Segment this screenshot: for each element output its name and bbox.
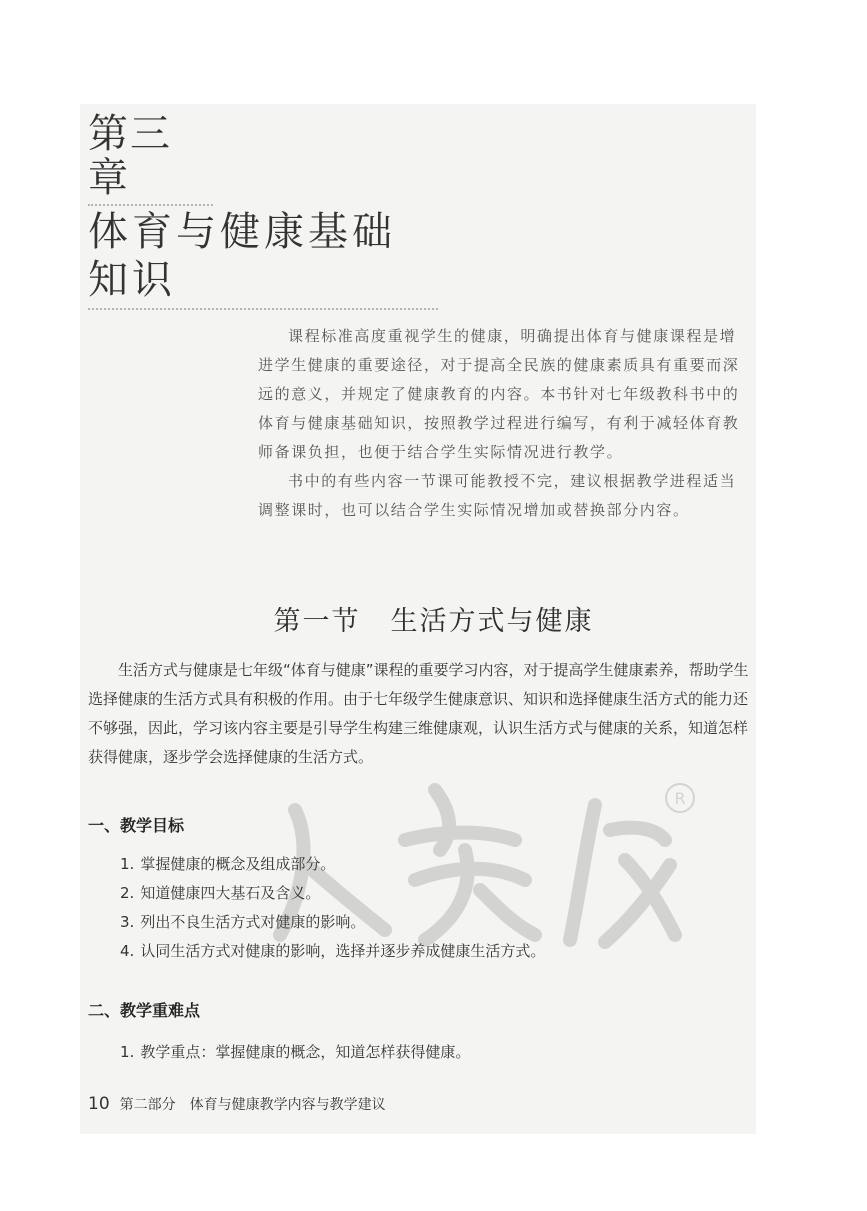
section-name: 生活方式与健康 <box>390 606 594 637</box>
list-item: 3. 列出不良生活方式对健康的影响。 <box>120 913 366 931</box>
list-item: 1. 掌握健康的概念及组成部分。 <box>120 855 336 873</box>
chapter-intro <box>258 322 752 525</box>
objectives-heading: 一、教学目标 <box>88 816 185 835</box>
footer-part: 第二部分 <box>119 1097 176 1113</box>
registered-mark: R <box>674 789 686 808</box>
keypoints-list <box>120 1038 470 1067</box>
intro-paragraph: 课程标准高度重视学生的健康，明确提出体育与健康课程是增进学生健康的重要途径，对于提高全民族的健康素质具有重要而深远的意义，并规定了健康教育的内容。本书针对七年级教科书中的体育与健康基础知识，按照教学过程进行编写，有利于减轻体育教师备课负担，也便于结合学生实际情况进行教学。 <box>258 327 740 461</box>
chapter-title: 体育与健康基础知识 <box>88 208 438 310</box>
keypoints-heading: 二、教学重难点 <box>88 1001 201 1020</box>
body-paragraph: 生活方式与健康是七年级“体育与健康”课程的重要学习内容，对于提高学生健康素养，帮助学生选择健康的生活方式具有积极的作用。由于七年级学生健康意识、知识和选择健康生活方式的能力还不够强，因此，学习该内容主要是引导学生构建三维健康观，认识生活方式与健康的关系，知道怎样获得健康，逐步学会选择健康的生活方式。 <box>88 661 749 766</box>
page-footer <box>88 1094 386 1114</box>
section-number: 第一节 <box>273 606 361 637</box>
objectives-list <box>120 850 545 966</box>
list-item: 1. 教学重点：掌握健康的概念，知道怎样获得健康。 <box>120 1043 471 1061</box>
intro-paragraph: 书中的有些内容一节课可能教授不完，建议根据教学进程适当调整课时，也可以结合学生实际情况增加或替换部分内容。 <box>258 472 737 519</box>
page-number: 10 <box>88 1094 110 1114</box>
footer-title: 体育与健康教学内容与教学建议 <box>189 1097 386 1113</box>
list-item: 4. 认同生活方式对健康的影响，选择并逐步养成健康生活方式。 <box>120 942 546 960</box>
list-item: 2. 知道健康四大基石及含义。 <box>120 884 321 902</box>
chapter-header <box>88 112 438 310</box>
chapter-number: 第三章 <box>88 112 213 206</box>
section-title <box>0 604 867 640</box>
